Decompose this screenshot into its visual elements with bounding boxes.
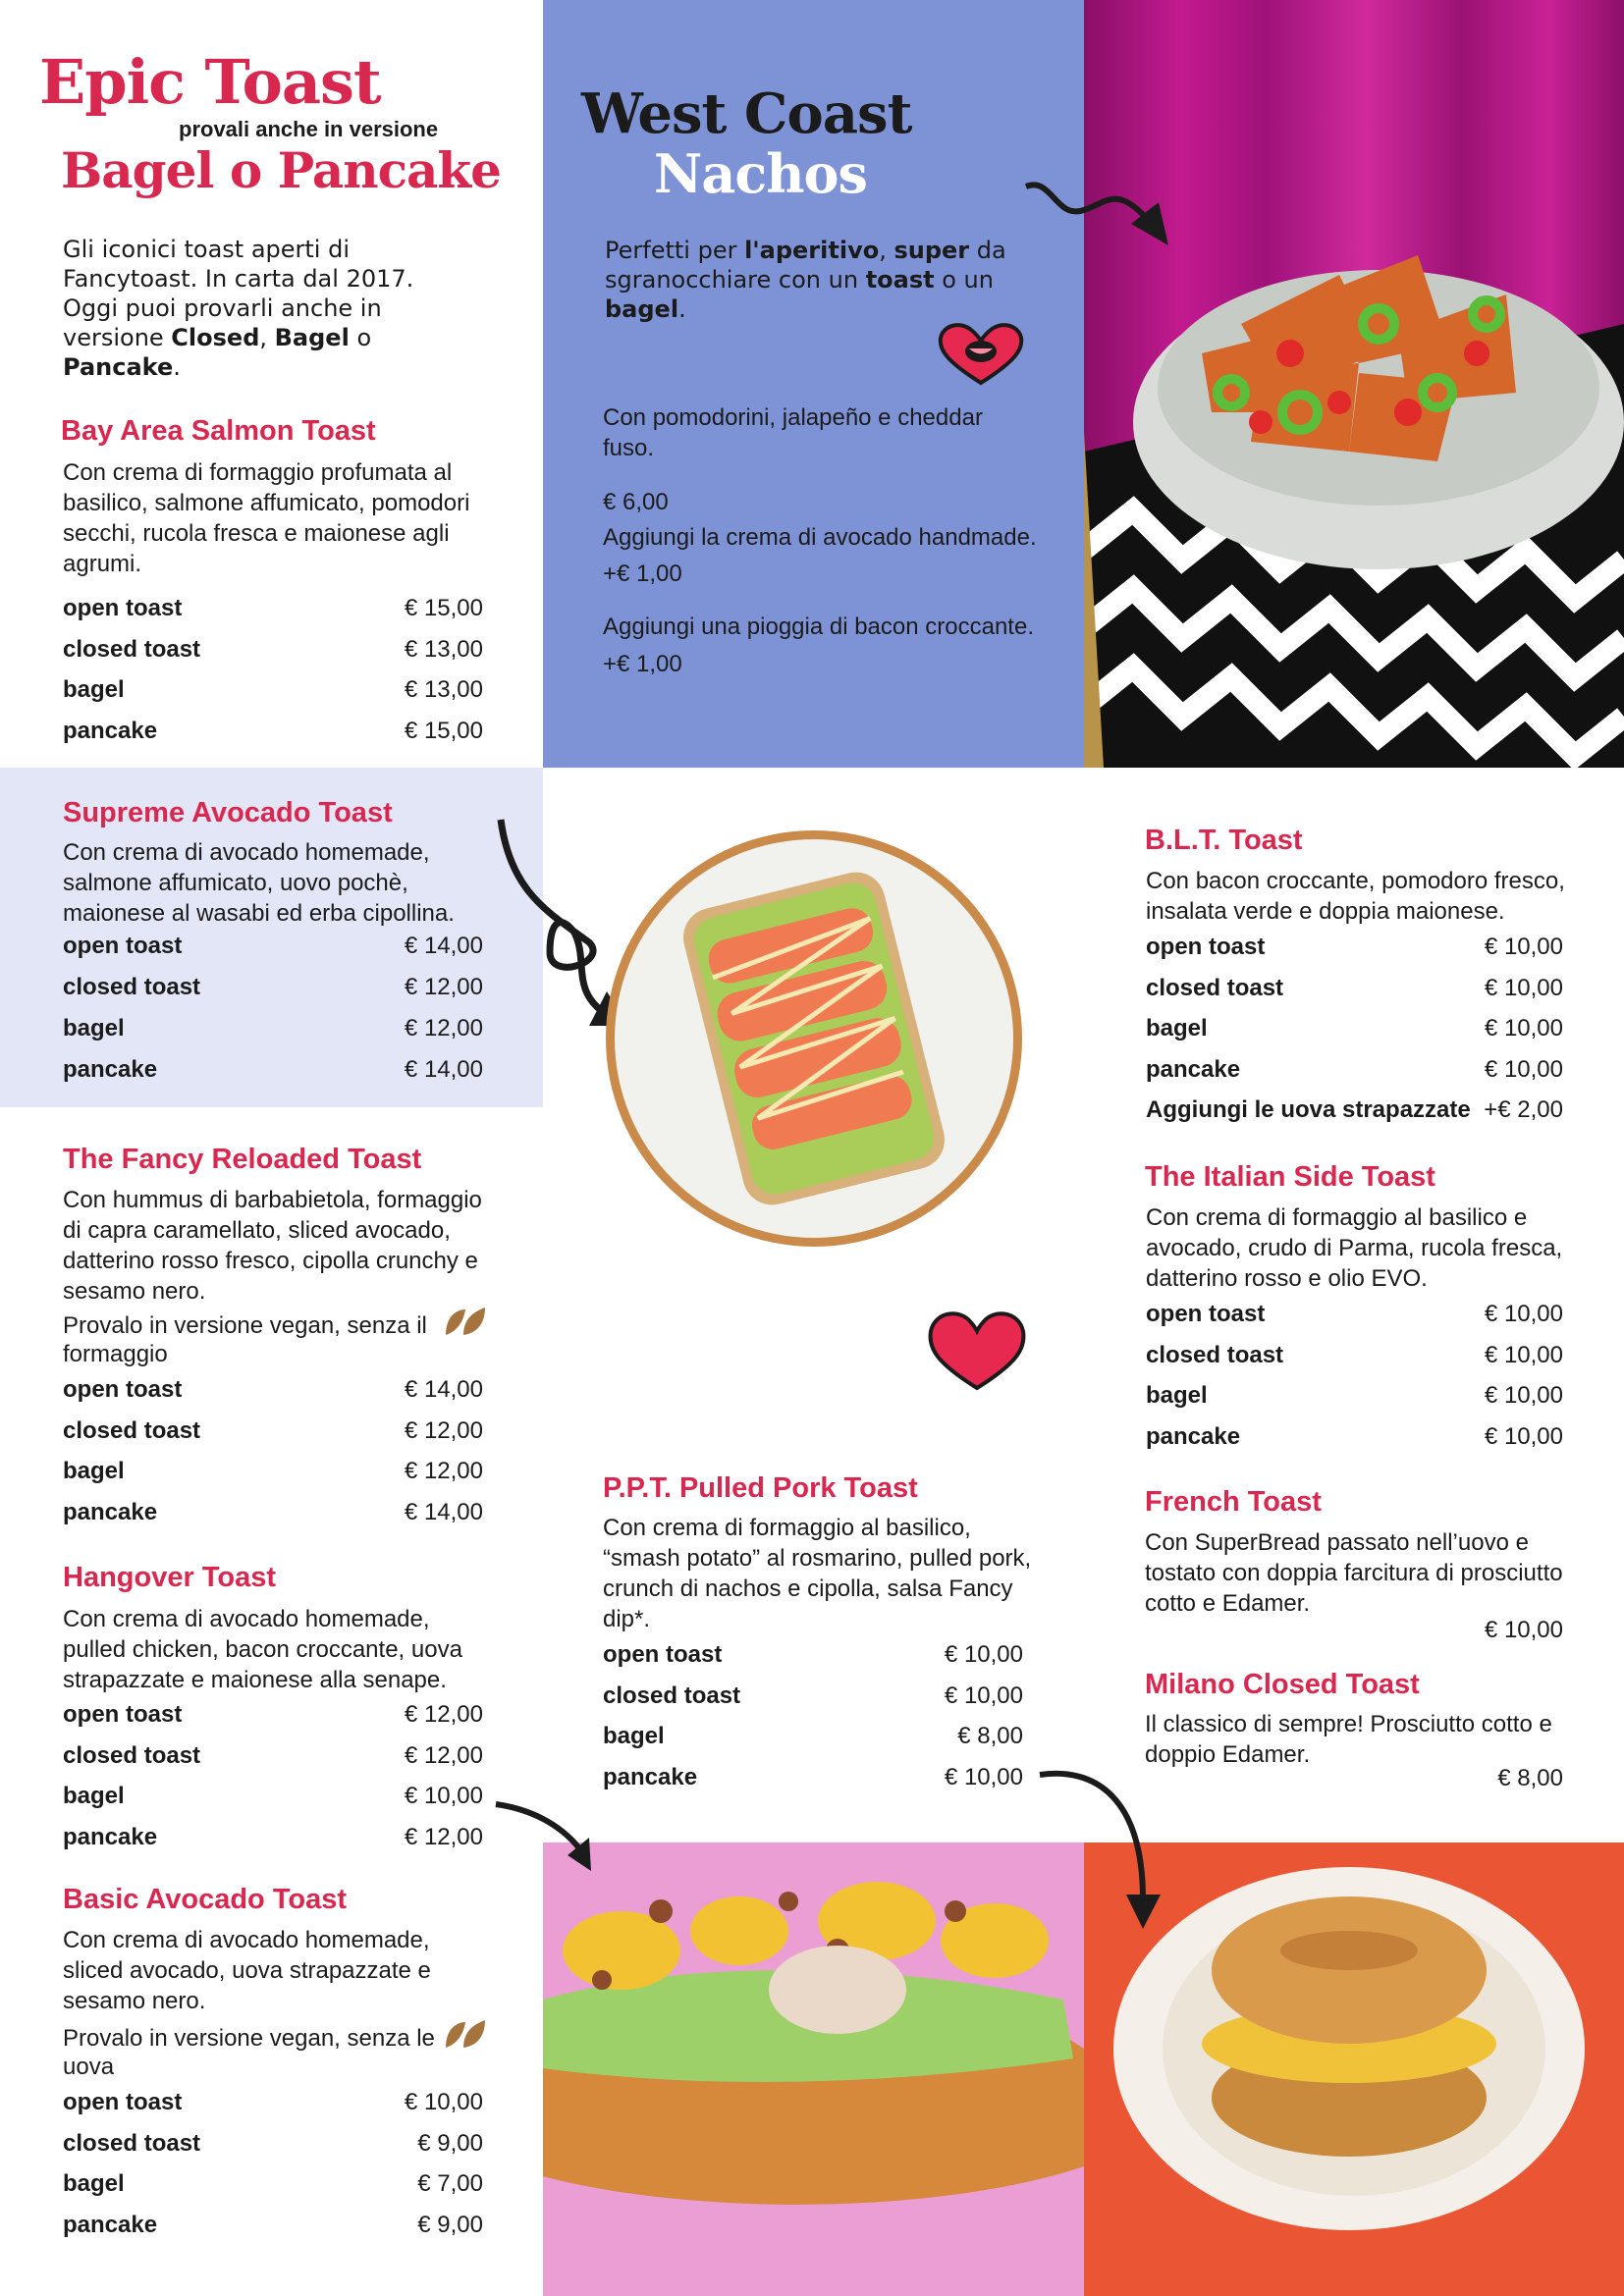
price-row (1146, 1301, 1563, 1328)
price-label: pancake (1146, 1422, 1241, 1450)
price-value: € 7,00 (417, 2170, 483, 2197)
price-value: € 9,00 (417, 2211, 483, 2238)
milano-closed-toast-price: € 8,00 (1497, 1765, 1563, 1791)
french-toast-price: € 10,00 (1484, 1617, 1563, 1643)
price-row (63, 2089, 483, 2116)
price-row (63, 1056, 483, 1084)
italian-side-toast-title: The Italian Side Toast (1145, 1161, 1435, 1193)
price-value: € 10,00 (944, 1763, 1023, 1790)
smile-heart-icon (937, 322, 1025, 392)
price-label: closed toast (63, 1416, 201, 1444)
price-row (63, 2130, 483, 2158)
price-label: closed toast (603, 1682, 741, 1709)
price-label: closed toast (1146, 1341, 1284, 1368)
nachos-addon-avocado: Aggiungi la crema di avocado handmade. (603, 524, 1037, 551)
supreme-avocado-toast-title: Supreme Avocado Toast (63, 797, 393, 828)
price-label: pancake (1146, 1055, 1241, 1083)
price-value: € 15,00 (404, 595, 483, 621)
fancy-reloaded-toast-title: The Fancy Reloaded Toast (63, 1144, 422, 1175)
price-label: bagel (63, 2170, 125, 2197)
fancy-reloaded-toast-desc: Con hummus di barbabietola, formaggio di capra caramellato, sliced avocado, datterino rosso fresco, cipolla crunchy e sesamo nero. (63, 1187, 482, 1305)
price-value: +€ 2,00 (1484, 1096, 1563, 1123)
price-row (603, 1723, 1023, 1750)
basic-vegan-note: Provalo in versione vegan, senza le uova (63, 2025, 435, 2080)
price-value: € 10,00 (1484, 1055, 1563, 1083)
price-label: pancake (63, 1498, 158, 1525)
price-row (1146, 1423, 1563, 1451)
nachos-addon-avocado-price: +€ 1,00 (603, 561, 682, 587)
bay-area-salmon-toast-title: Bay Area Salmon Toast (61, 415, 376, 447)
price-label: closed toast (63, 635, 201, 663)
nachos-subtitle: Nachos (654, 142, 867, 205)
vegan-leaf-icon (444, 2018, 487, 2056)
basic-avocado-toast-title: Basic Avocado Toast (63, 1884, 348, 1915)
price-label: Aggiungi le uova strapazzate (1146, 1096, 1471, 1123)
price-label: pancake (63, 1823, 158, 1850)
price-value: € 13,00 (404, 676, 483, 703)
price-label: open toast (63, 1376, 183, 1403)
price-value: € 12,00 (404, 974, 483, 1000)
price-row (1146, 934, 1563, 961)
price-value: € 10,00 (944, 1641, 1023, 1668)
nachos-addon-bacon-price: +€ 1,00 (603, 651, 682, 677)
price-row (63, 1701, 483, 1729)
price-value: € 12,00 (404, 1701, 483, 1728)
price-value: € 10,00 (1484, 1341, 1563, 1368)
price-label: pancake (63, 1056, 158, 1083)
epic-toast-intro: Gli iconici toast aperti di Fancytoast. In carta dal 2017. Oggi puoi provarli anche in versione Closed, Bagel o Pancake. (63, 236, 414, 381)
milano-closed-toast-desc: Il classico di sempre! Prosciutto cotto e doppio Edamer. (1145, 1711, 1552, 1768)
price-value: € 10,00 (1484, 1301, 1563, 1327)
hangover-toast-title: Hangover Toast (63, 1562, 277, 1593)
supreme-avocado-toast-photo (603, 828, 1025, 1255)
arrow-to-nachos-icon (1021, 167, 1178, 265)
price-value: € 10,00 (1484, 934, 1563, 960)
price-label: closed toast (63, 2129, 201, 2157)
price-row (63, 1783, 483, 1810)
price-label: open toast (63, 2089, 183, 2115)
price-value: € 14,00 (404, 1498, 483, 1525)
price-row (63, 1499, 483, 1526)
price-row (63, 1742, 483, 1770)
nachos-intro: Perfetti per l'aperitivo, super da sgranocchiare con un toast o un bagel. (605, 237, 1006, 323)
price-label: bagel (1146, 1015, 1208, 1041)
price-label: pancake (63, 2211, 158, 2238)
price-row (63, 595, 483, 622)
price-value: € 15,00 (404, 717, 483, 744)
ppt-pulled-pork-toast-desc: Con crema di formaggio al basilico, “smash potato” al rosmarino, pulled pork, crunch di nachos e cipolla, salsa Fancy dip*. (603, 1515, 1032, 1632)
price-row (63, 676, 483, 704)
epic-toast-title: Epic Toast (39, 46, 381, 118)
price-row (603, 1641, 1023, 1669)
price-row (63, 1458, 483, 1485)
price-row (1146, 1015, 1563, 1042)
price-label: open toast (63, 933, 183, 959)
price-row (63, 1015, 483, 1042)
price-label: pancake (603, 1763, 698, 1790)
italian-side-toast-desc: Con crema di formaggio al basilico e avocado, crudo di Parma, rucola fresca, datterino rosso e olio EVO. (1146, 1204, 1563, 1292)
nachos-addon-bacon: Aggiungi una pioggia di bacon croccante. (603, 614, 1034, 640)
price-label: open toast (1146, 1301, 1266, 1327)
price-value: € 12,00 (404, 1741, 483, 1769)
price-label: bagel (603, 1723, 665, 1749)
price-label: closed toast (63, 1741, 201, 1769)
price-label: pancake (63, 717, 158, 744)
price-value: € 10,00 (1484, 1422, 1563, 1450)
price-row (603, 1682, 1023, 1710)
price-value: € 10,00 (944, 1682, 1023, 1709)
price-row (63, 1376, 483, 1404)
price-label: bagel (63, 1015, 125, 1041)
price-row (63, 974, 483, 1001)
basic-avocado-toast-desc: Con crema di avocado homemade, sliced avocado, uova strapazzate e sesamo nero. (63, 1927, 431, 2014)
vegan-leaf-icon (444, 1306, 487, 1344)
price-row (1146, 1382, 1563, 1410)
price-label: closed toast (63, 974, 201, 1000)
price-value: € 14,00 (404, 933, 483, 959)
heart-icon (926, 1309, 1028, 1399)
price-label: bagel (63, 1458, 125, 1484)
blt-toast-title: B.L.T. Toast (1145, 825, 1303, 856)
price-value: € 14,00 (404, 1376, 483, 1403)
nachos-price: € 6,00 (603, 489, 669, 515)
epic-toast-subtitle: provali anche in versione (179, 117, 439, 141)
supreme-avocado-toast-desc: Con crema di avocado homemade, salmone affumicato, uovo pochè, maionese al wasabi ed erba cipollina. (63, 839, 455, 927)
bagel-pancake-title: Bagel o Pancake (61, 141, 501, 199)
blt-toast-desc: Con bacon croccante, pomodoro fresco, insalata verde e doppia maionese. (1146, 868, 1565, 925)
price-label: bagel (63, 676, 125, 703)
price-value: € 10,00 (404, 2089, 483, 2115)
price-value: € 10,00 (1484, 1015, 1563, 1041)
price-row (603, 1764, 1023, 1791)
price-row (1146, 1056, 1563, 1084)
price-row (63, 1824, 483, 1851)
price-row (63, 636, 483, 664)
price-value: € 14,00 (404, 1056, 483, 1083)
milano-closed-toast-title: Milano Closed Toast (1145, 1669, 1420, 1700)
price-value: € 10,00 (1484, 1382, 1563, 1409)
price-row (1146, 975, 1563, 1002)
price-value: € 12,00 (404, 1823, 483, 1850)
price-row (1146, 1342, 1563, 1369)
nachos-photo (1084, 0, 1624, 768)
french-toast-title: French Toast (1145, 1486, 1322, 1518)
arrow-to-pork-icon (491, 1794, 599, 1873)
pulled-pork-toast-photo (543, 1842, 1084, 2296)
price-label: closed toast (1146, 974, 1284, 1001)
price-value: € 10,00 (404, 1783, 483, 1809)
nachos-title: West Coast (581, 81, 912, 146)
fancy-vegan-note: Provalo in versione vegan, senza il formaggio (63, 1312, 427, 1367)
price-label: open toast (63, 595, 183, 621)
arrow-to-bagel-icon (1035, 1767, 1172, 1934)
price-row (63, 2170, 483, 2198)
price-label: open toast (1146, 934, 1266, 960)
price-row (63, 718, 483, 745)
nachos-desc: Con pomodorini, jalapeño e cheddar fuso. (603, 404, 983, 461)
bay-area-salmon-toast-desc: Con crema di formaggio profumata al basilico, salmone affumicato, pomodori secchi, rucola fresca e maionese agli agrumi. (63, 459, 470, 577)
price-label: bagel (1146, 1382, 1208, 1409)
price-row (63, 2212, 483, 2239)
price-value: € 13,00 (404, 635, 483, 663)
price-row (1146, 1096, 1563, 1124)
price-value: € 8,00 (957, 1723, 1023, 1749)
hangover-toast-desc: Con crema di avocado homemade, pulled chicken, bacon croccante, uova strapazzate e maionese alla senape. (63, 1606, 462, 1693)
price-row (63, 933, 483, 960)
price-label: open toast (63, 1701, 183, 1728)
price-row (63, 1417, 483, 1445)
price-value: € 12,00 (404, 1015, 483, 1041)
price-value: € 10,00 (1484, 974, 1563, 1001)
price-value: € 9,00 (417, 2129, 483, 2157)
price-label: bagel (63, 1783, 125, 1809)
price-value: € 12,00 (404, 1416, 483, 1444)
ppt-pulled-pork-toast-title: P.P.T. Pulled Pork Toast (603, 1472, 918, 1504)
price-label: open toast (603, 1641, 723, 1668)
price-value: € 12,00 (404, 1458, 483, 1484)
french-toast-desc: Con SuperBread passato nell’uovo e tostato con doppia farcitura di prosciutto cotto e Edamer. (1145, 1529, 1563, 1617)
